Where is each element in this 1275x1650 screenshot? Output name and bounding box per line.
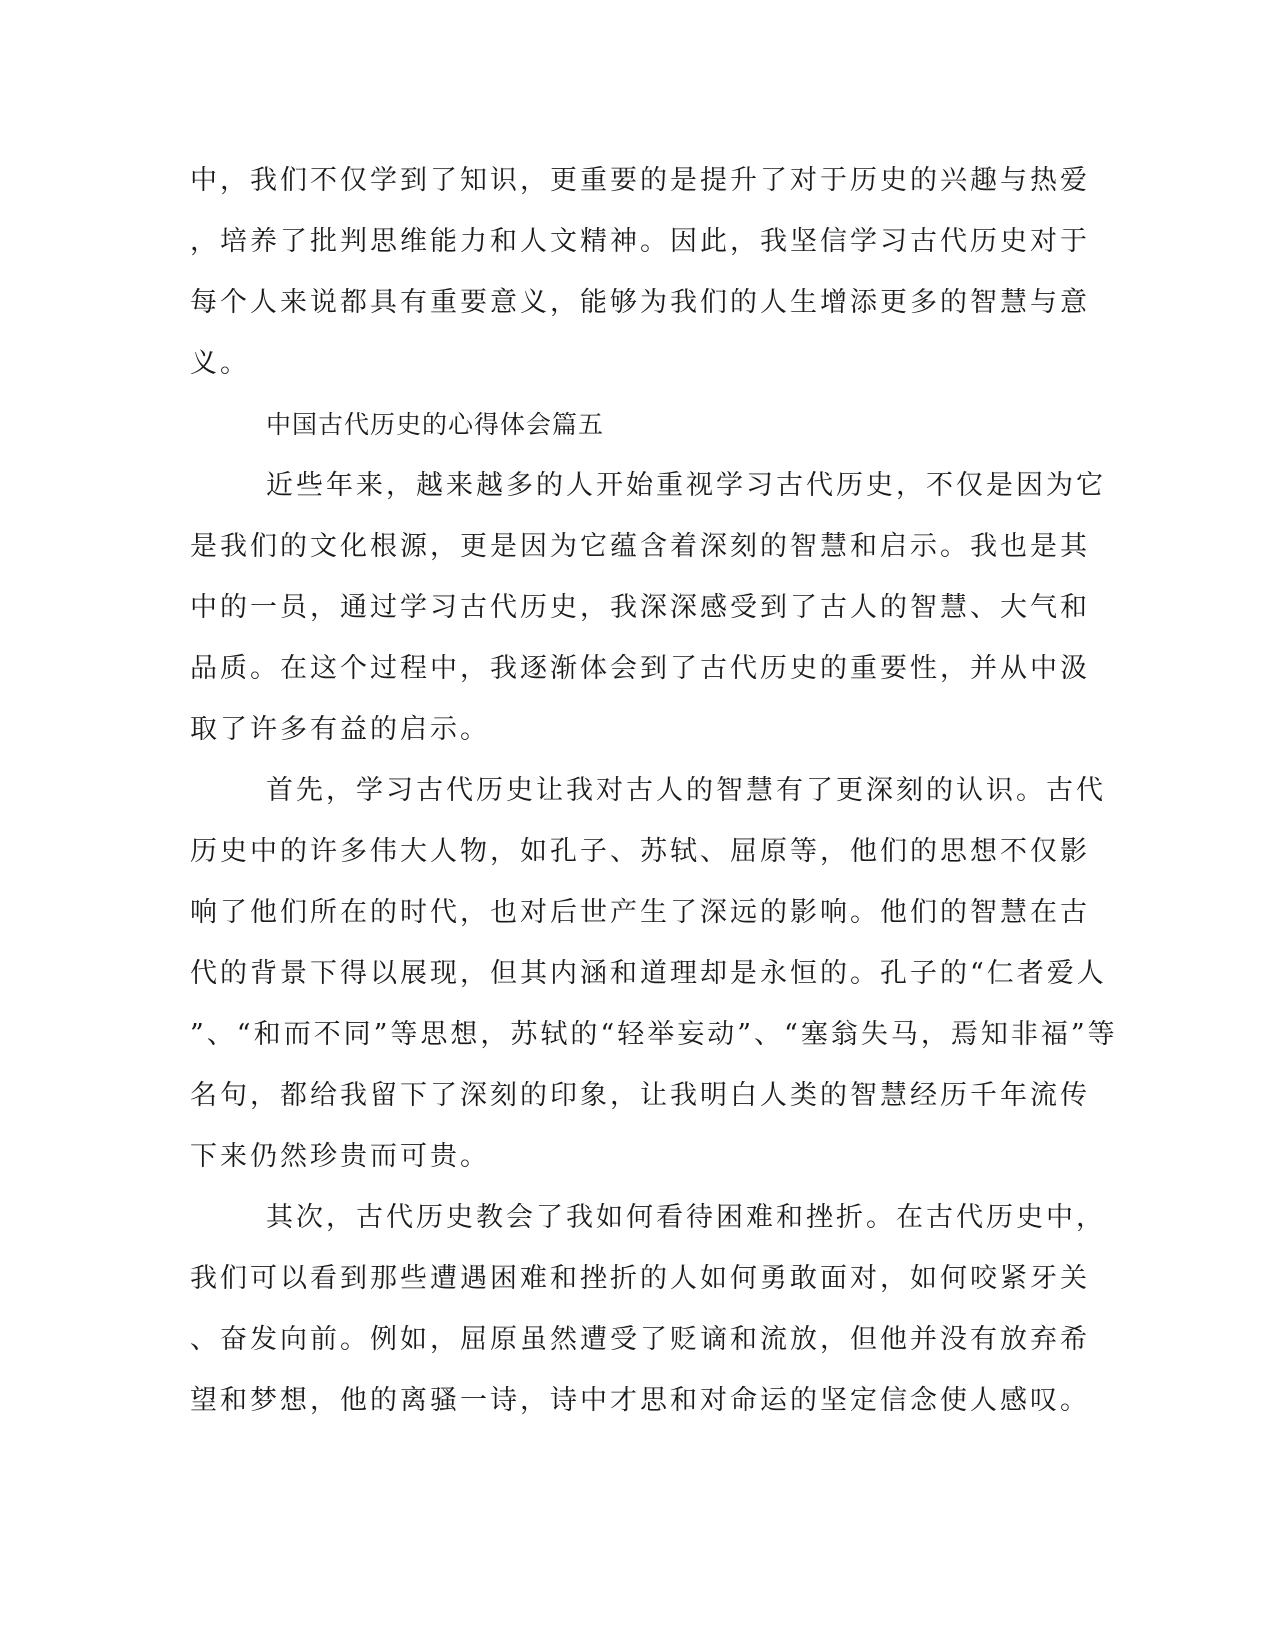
paragraph-line: 下来仍然珍贵而可贵。 (190, 1141, 490, 1172)
paragraph-line: 取了许多有益的启示。 (190, 714, 490, 745)
paragraph-line: 历史中的许多伟大人物，如孔子、苏轼、屈原等，他们的思想不仅影 (190, 836, 1090, 867)
paragraph-line: 代的背景下得以展现，但其内涵和道理却是永恒的。孔子的“仁者爱人 (190, 958, 1107, 989)
paragraph-line: 名句，都给我留下了深刻的印象，让我明白人类的智慧经历千年流传 (190, 1080, 1090, 1111)
paragraph-line: ”、“和而不同”等思想，苏轼的“轻举妄动”、“塞翁失马，焉知非福”等 (190, 1019, 1118, 1050)
paragraph-line: 、奋发向前。例如，屈原虽然遭受了贬谪和流放，但他并没有放弃希 (190, 1324, 1090, 1355)
paragraph-line: 首先，学习古代历史让我对古人的智慧有了更深刻的认识。古代 (266, 775, 1106, 806)
paragraph-line: 中的一员，通过学习古代历史，我深深感受到了古人的智慧、大气和 (190, 592, 1090, 623)
paragraph-line: 中，我们不仅学到了知识，更重要的是提升了对于历史的兴趣与热爱 (190, 165, 1090, 196)
paragraph-line: 品质。在这个过程中，我逐渐体会到了古代历史的重要性，并从中汲 (190, 653, 1090, 684)
paragraph-line: 义。 (190, 348, 250, 379)
document-body (190, 150, 1118, 1431)
section-heading: 中国古代历史的心得体会篇五 (266, 410, 605, 439)
paragraph-line: 是我们的文化根源，更是因为它蕴含着深刻的智慧和启示。我也是其 (190, 531, 1090, 562)
paragraph-line: 响了他们所在的时代，也对后世产生了深远的影响。他们的智慧在古 (190, 897, 1090, 928)
paragraph-line: 近些年来，越来越多的人开始重视学习古代历史，不仅是因为它 (266, 470, 1106, 501)
paragraph-line: 望和梦想，他的离骚一诗，诗中才思和对命运的坚定信念使人感叹。 (190, 1385, 1090, 1416)
paragraph-line: 每个人来说都具有重要意义，能够为我们的人生增添更多的智慧与意 (190, 287, 1090, 318)
paragraph-line: 我们可以看到那些遭遇困难和挫折的人如何勇敢面对，如何咬紧牙关 (190, 1263, 1090, 1294)
paragraph-line: ，培养了批判思维能力和人文精神。因此，我坚信学习古代历史对于 (190, 226, 1090, 257)
paragraph-line: 其次，古代历史教会了我如何看待困难和挫折。在古代历史中， (266, 1202, 1106, 1233)
